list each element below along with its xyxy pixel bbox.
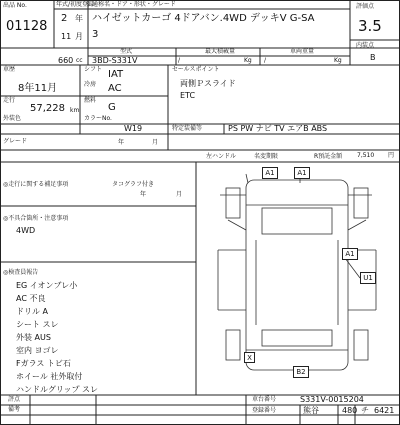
lot-number: 01128 (6, 19, 48, 34)
slash-1: / (178, 57, 181, 64)
footer-label-1: 評点 (8, 396, 21, 403)
recycle-yen: 円 (388, 152, 395, 159)
chassis-label: 車台番号 (252, 396, 277, 403)
month-unit: 月 (75, 32, 83, 41)
engine-cc-unit: cc (76, 57, 83, 64)
interior-label: 内装点 (356, 42, 375, 49)
mileage-value: 57,228 (30, 103, 65, 114)
plate-number: 6421 (374, 406, 395, 415)
shift-label: シフト (84, 66, 103, 73)
tachograph-label: タコグラフ付き (112, 181, 155, 188)
exterior-color-label: 外装色 (3, 115, 22, 122)
recycle-value: 7,510 (357, 152, 375, 159)
selling-point-label: セールスポイント (172, 66, 220, 73)
plate-class: 480 (342, 406, 358, 415)
month-value: 11 (61, 32, 72, 41)
plate-kana: チ (361, 406, 369, 415)
type-label: 型式 (120, 48, 133, 55)
equipment-value: PS PW ナビ TV エアB ABS (228, 124, 328, 133)
name-change-label: 名変期限 (254, 153, 279, 160)
year-label: 年式/初度登録 (56, 1, 95, 8)
inspection-value: 8年11月 (18, 83, 58, 94)
damage-mark: U1 (360, 272, 376, 284)
inspector-item: 室内 ヨゴレ (16, 346, 59, 355)
year-era: 2 (61, 13, 68, 24)
mileage-unit: km (70, 107, 80, 114)
shift-value: IAT (108, 69, 124, 80)
color-no-label: カラーNo. (84, 115, 112, 122)
history-title: ◎走行に関する補足事項 (3, 181, 69, 188)
plate-label: 登録番号 (252, 407, 277, 414)
footer-label-2: 備考 (8, 406, 21, 413)
interior-value: B (370, 53, 376, 62)
history-year: 年 (140, 191, 147, 198)
model-code: 3BD-S331V (92, 56, 138, 65)
weight-unit: Kg (334, 57, 342, 64)
inspector-item: シート スレ (16, 320, 59, 329)
mileage-label: 走行 (3, 97, 16, 104)
vehicle-diagram (218, 174, 376, 374)
lot-label: 出品 No. (3, 2, 27, 9)
inspector-item: Fガラス トビ石 (16, 359, 71, 368)
damage-mark: B2 (293, 366, 309, 378)
car-name-label: 通称名・ドア・形状・グレード (92, 1, 176, 8)
engine-cc: 660 (58, 56, 74, 65)
defect-title: ◎不具合箇所・注意事項 (3, 215, 69, 222)
trim-year: 年 (118, 139, 125, 146)
plate-region: 熊谷 (303, 406, 319, 415)
trim-month: 月 (152, 139, 159, 146)
inspector-item: AC 不良 (16, 294, 46, 303)
max-load-label: 最大積載量 (205, 48, 236, 55)
max-load-unit: Kg (244, 57, 252, 64)
fuel-label: 燃料 (84, 97, 97, 104)
inspector-item: ドリル A (16, 307, 49, 316)
defect-item: 4WD (16, 226, 36, 235)
inspector-title: ◎検査員報告 (3, 269, 39, 276)
selling-point-2: ETC (180, 91, 196, 100)
ac-label: 冷房 (84, 81, 97, 88)
recycle-label: R預託金額 (314, 153, 343, 160)
grade-value: 3.5 (358, 17, 382, 35)
left-steering-label: 左ハンドル (206, 153, 237, 160)
car-name-line2: 3 (92, 29, 99, 40)
inspector-item: EG イオンブレ小 (16, 281, 78, 290)
car-name-line1: ハイゼットカーゴ 4ドアバン.4WD デッキV G-SA (92, 13, 315, 24)
grade-label: 評価点 (356, 3, 375, 10)
history-month: 月 (176, 191, 183, 198)
chassis-number: S331V-0015204 (300, 395, 364, 404)
weight-label: 車両重量 (290, 48, 315, 55)
damage-mark: A1 (262, 167, 278, 179)
inspection-label: 車歴 (3, 66, 16, 73)
inspector-item: ホイール 社外取付 (16, 372, 83, 381)
year-unit: 年 (75, 14, 83, 23)
fuel-value: G (108, 102, 116, 113)
slash-2: / (264, 57, 267, 64)
color-no-value: W19 (124, 124, 143, 133)
inspector-item: ハンドルグリップ スレ (16, 385, 99, 394)
damage-mark: A1 (294, 167, 310, 179)
damage-mark: A1 (342, 248, 358, 260)
selling-point-1: 両側Ｐスライド (180, 79, 236, 88)
equipment-label: 特定装備等 (172, 125, 203, 132)
inspector-item: 外装 AUS (16, 333, 51, 342)
trim-label: グレード (3, 138, 28, 145)
damage-mark: X (244, 352, 255, 363)
ac-value: AC (108, 83, 122, 94)
